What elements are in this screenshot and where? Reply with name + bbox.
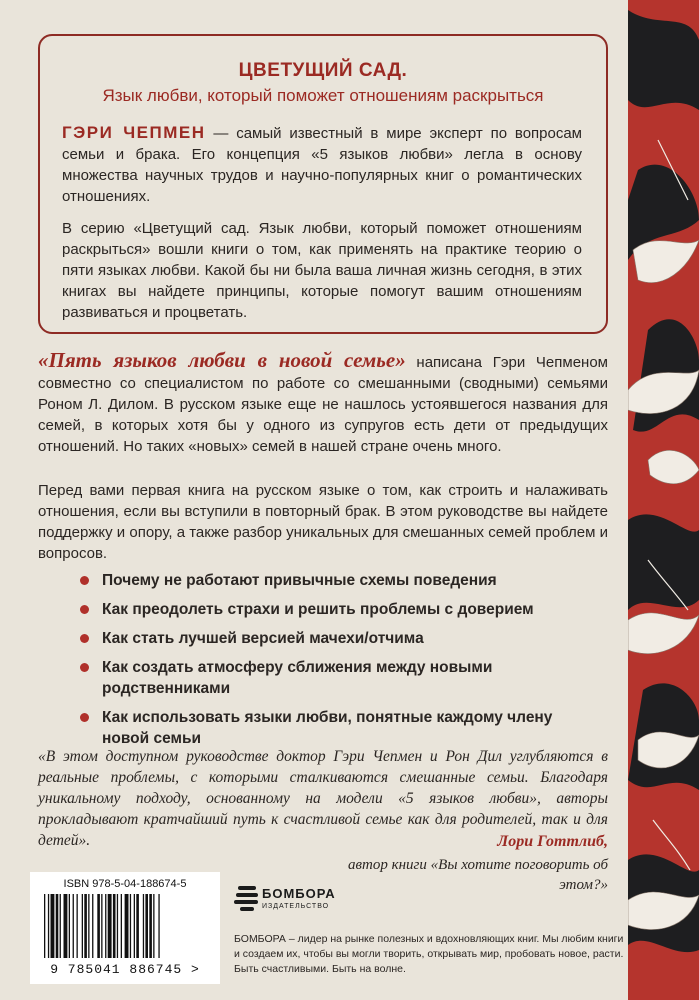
- list-item: Почему не работают привычные схемы поведения: [80, 570, 600, 591]
- bullet-dot-icon: [80, 663, 89, 672]
- publisher-name: БОМБОРА: [262, 886, 336, 901]
- barcode-digits: 9 785041 886745 >: [50, 962, 200, 977]
- barcode: [30, 872, 220, 984]
- series-subtitle: Язык любви, который поможет отношениям раскрыться: [102, 86, 544, 105]
- review-quote: «В этом доступном руководстве доктор Гэри Чепмен и Рон Дил углубляются в реальные проблемы, с которыми сталкиваются смешанные семьи. Благодаря уникальному подходу, основанному на модели «5 языков любви», авторы прокладывают кратчайший путь к счастливой семье как для родителей, так и для детей».: [38, 748, 608, 849]
- list-item: Как преодолеть страхи и решить проблемы с доверием: [80, 599, 600, 620]
- quote-author: Лори Готтлиб,: [497, 833, 608, 850]
- barcode-bars-icon: [30, 894, 220, 964]
- book-title: «Пять языков любви в новой семье»: [38, 348, 406, 372]
- publisher-description: БОМБОРА – лидер на рынке полезных и вдохновляющих книг. Мы любим книги и создаем их, чтобы вы могли творить, открывать мир, пробовать новое, расти. Быть счастливыми. Быть на волне.: [234, 933, 624, 975]
- list-item: Как стать лучшей версией мачехи/отчима: [80, 628, 600, 649]
- list-item: Как создать атмосферу сближения между новыми родственниками: [80, 657, 600, 699]
- bullet-dot-icon: [80, 634, 89, 643]
- quote-source: автор книги «Вы хотите поговорить об этом?»: [348, 857, 609, 893]
- publisher-sub: ИЗДАТЕЛЬСТВО: [262, 903, 330, 910]
- intro-paragraph-2: Перед вами первая книга на русском языке о том, как строить и налаживать отношения, если вы вступили в повторный брак. В этом руководстве вы найдете поддержку и опору, а также разбор уникальных для смешанных семей проблем и вопросов.: [38, 482, 608, 562]
- intro-paragraph-1-text: написана Гэри Чепменом совместно со специалистом по работе со смешанными (сводными) семьями Роном Л. Дилом. В русском языке еще не нашлось устоявшегося названия для семей, в которых хотя бы у одного из супругов есть дети от предыдущих отношений. Но таких «новых» семей в нашей стране очень много.: [38, 354, 608, 455]
- bullet-dot-icon: [80, 605, 89, 614]
- floral-illustration: [628, 0, 699, 1000]
- author-name: ГЭРИ ЧЕПМЕН: [62, 123, 206, 142]
- series-title: ЦВЕТУЩИЙ САД.: [238, 60, 408, 81]
- bullet-dot-icon: [80, 713, 89, 722]
- floral-decoration: [628, 0, 699, 1000]
- author-bio-text: — самый известный в мире эксперт по вопросам семьи и брака. Его концепция «5 языков любви» легла в основу множества научных трудов и научно-популярных книг о романтических отношениях.: [62, 125, 582, 205]
- intro-paragraph-1: [38, 350, 608, 457]
- bullet-dot-icon: [80, 576, 89, 585]
- benefits-list: [80, 570, 600, 757]
- list-item: Как использовать языки любви, понятные каждому члену новой семьи: [80, 707, 600, 749]
- series-description: В серию «Цветущий сад. Язык любви, который поможет отношениям раскрыться» вошли книги о том, как применять на практике теорию о пяти языках любви. Какой бы ни была ваша личная жизнь сегодня, в этих книгах вы найдете принципы, которые помогут вашим отношениям развиваться и процветать.: [62, 220, 582, 321]
- isbn-label: ISBN 978-5-04-188674-5: [63, 878, 187, 890]
- author-bio: [62, 122, 582, 207]
